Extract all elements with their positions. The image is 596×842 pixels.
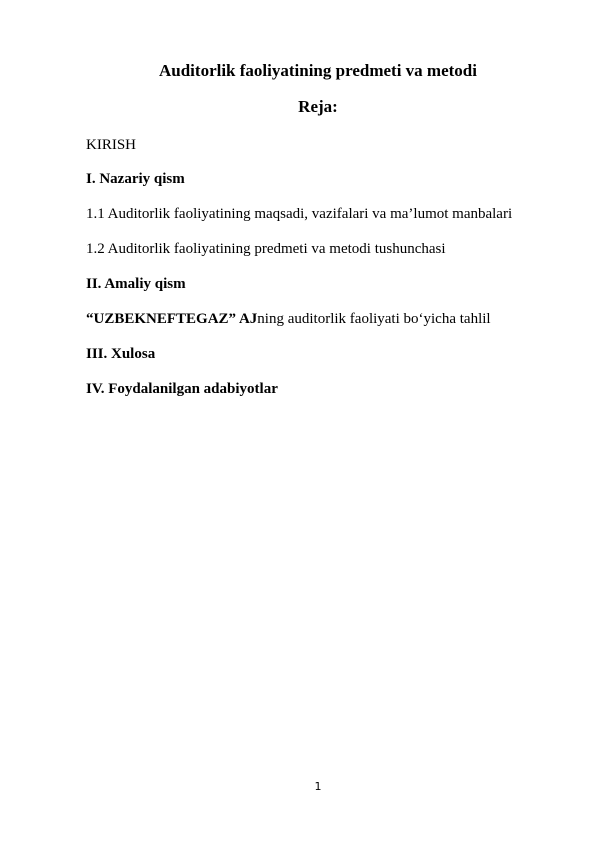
- outline-section-3: III. Xulosa: [86, 346, 156, 362]
- plan-heading: Reja:: [298, 97, 338, 116]
- outline-item-1-2: 1.2 Auditorlik faoliyatining predmeti va metodi tushunchasi: [86, 241, 446, 257]
- outline-section-1: I. Nazariy qism: [86, 171, 185, 187]
- outline-intro: KIRISH: [86, 137, 137, 153]
- outline-item-1-1: 1.1 Auditorlik faoliyatining maqsadi, vazifalari va ma’lumot manbalari: [86, 206, 513, 222]
- outline-item-2-text: ning auditorlik faoliyati bo‘yicha tahlil: [257, 311, 491, 327]
- outline-section-2: II. Amaliy qism: [86, 276, 186, 292]
- document-title: Auditorlik faoliyatining predmeti va metodi: [159, 61, 477, 80]
- page-number: 1: [314, 780, 322, 793]
- company-name: “UZBEKNEFTEGAZ” AJ: [86, 311, 258, 327]
- outline-item-2: [86, 310, 491, 328]
- outline-section-4: IV. Foydalanilgan adabiyotlar: [86, 381, 278, 397]
